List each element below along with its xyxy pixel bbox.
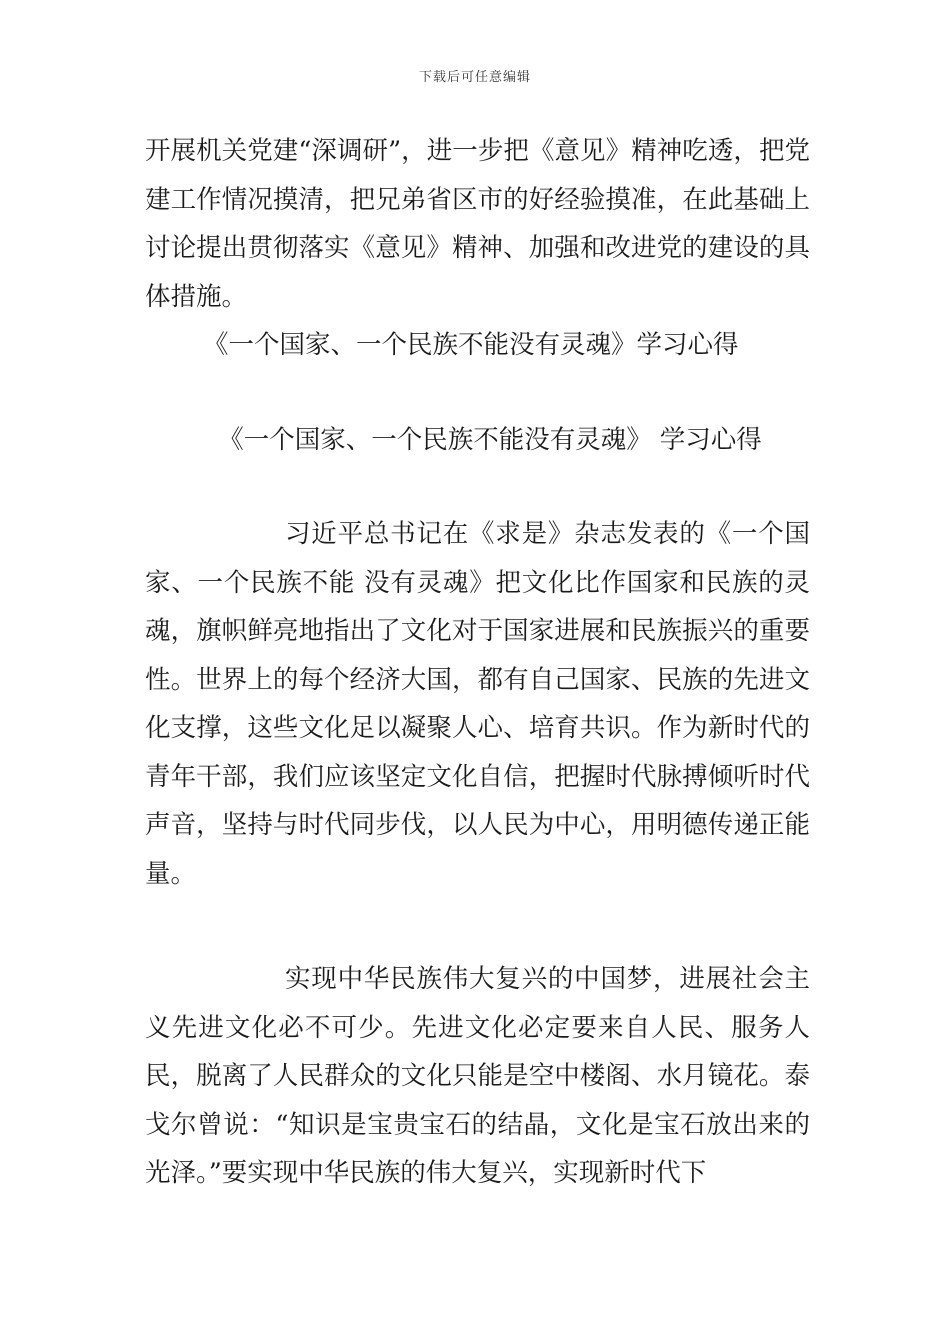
body-paragraph-2: 实现中华民族伟大复兴的中国梦，进展社会主义先进文化必不可少。先进文化必定要来自人民、服务人民，脱离了人民群众的文化只能是空中楼阁、水月镜花。泰戈尔曾说：“知识是宝贵宝石的结晶，文化是宝石放出来的光泽。”要实现中华民族的伟大复兴，实现新时代下 bbox=[145, 964, 810, 1188]
inline-title: 《一个国家、一个民族不能没有灵魂》学习心得 bbox=[203, 330, 739, 360]
article-title: 《一个国家、一个民族不能没有灵魂》 学习心得 bbox=[218, 424, 762, 455]
page-header-note: 下载后可任意编辑 bbox=[418, 70, 531, 85]
intro-paragraph: 开展机关党建“深调研”，进一步把《意见》精神吃透，把党建工作情况摸清，把兄弟省区市的好经验摸准，在此基础上讨论提出贯彻落实《意见》精神、加强和改进党的建设的具体措施。 bbox=[145, 136, 810, 312]
document-body bbox=[145, 127, 810, 1198]
body-paragraph-1: 习近平总书记在《求是》杂志发表的《一个国家、一个民族不能 没有灵魂》把文化比作国家和民族的灵魂，旗帜鲜亮地指出了文化对于国家进展和民族振兴的重要性。世界上的每个经济大国，都有自己国家、民族的先进文化支撑，这些文化足以凝聚人心、培育共识。作为新时代的青年干部，我们应该坚定文化自信，把握时代脉搏倾听时代声音，坚持与时代同步伐，以人民为中心，用明德传递正能量。 bbox=[145, 519, 810, 889]
